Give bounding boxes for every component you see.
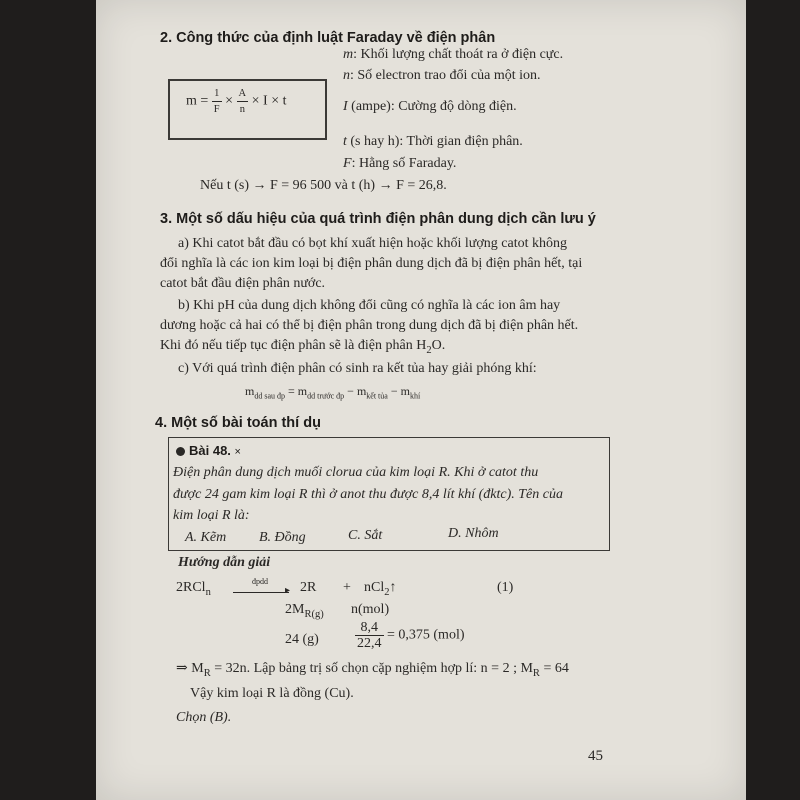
option-b: B. Đồng <box>259 530 306 545</box>
page-number: 45 <box>588 748 603 764</box>
choose-answer: Chọn (B). <box>176 710 232 725</box>
para-b-line1: b) Khi pH của dung dịch không đổi cũng có nghĩa là các ion âm hay <box>178 298 561 313</box>
problem-line1: Điện phân dung dịch muối clorua của kim loại R. Khi ở catot thu <box>173 465 539 480</box>
faraday-formula: m = $\frac{1}{F}$ × $\frac{A}{n}$ × I × t <box>186 88 287 115</box>
arrow-head-icon: ▸ <box>285 585 291 596</box>
reaction-product-2: nCl$_2$↑ <box>364 580 397 598</box>
reaction-row3-fraction: $\frac{8,4}{22,4}$ = 0,375 (mol) <box>357 620 465 651</box>
reaction-condition: đpdd <box>252 577 268 586</box>
reaction-arrow <box>233 592 289 593</box>
para-a-line2: đổi nghĩa là các ion kim loại bị điện phân dung dịch đã bị điện phân hết, tại <box>160 256 583 271</box>
option-a: A. Kẽm <box>185 530 227 545</box>
section-3-heading: 3. Một số dấu hiệu của quá trình điện phân dung dịch cần lưu ý <box>160 211 596 227</box>
problem-line2: được 24 gam kim loại R thì ở anot thu được 8,4 lít khí (đktc). Tên của <box>173 487 563 502</box>
guide-title: Hướng dẫn giải <box>178 555 271 570</box>
conclusion-line2: Vậy kim loại R là đồng (Cu). <box>190 686 354 701</box>
bullet-icon <box>176 447 185 456</box>
mass-equation: $m_{dd sau đp} = m_{dd trước đp} - m_{kết tủa} - m_{khí}$ <box>245 384 421 401</box>
reaction-number: (1) <box>497 580 514 595</box>
section-2-heading: 2. Công thức của định luật Faraday về điện phân <box>160 30 496 46</box>
option-d: D. Nhôm <box>448 526 499 541</box>
def-t: t (s hay h): Thời gian điện phân. <box>343 134 523 149</box>
def-m: m: Khối lượng chất thoát ra ở điện cực. <box>343 47 564 62</box>
reaction-lhs: 2RCl$_n$ <box>176 580 211 598</box>
def-f: F: Hằng số Faraday. <box>343 156 457 171</box>
para-b-line2: dương hoặc cả hai có thể bị điện phân trong dung dịch đã bị điện phân hết. <box>160 318 579 333</box>
para-a-line3: catot bắt đầu điện phân nước. <box>160 276 326 291</box>
reaction-plus: + <box>343 580 351 595</box>
para-c: c) Với quá trình điện phân có sinh ra kết tủa hay giải phóng khí: <box>178 361 537 376</box>
problem-line3: kim loại R là: <box>173 508 250 523</box>
problem-title: Bài 48. × <box>176 443 241 458</box>
para-b-line3: Khi đó nếu tiếp tục điện phân sẽ là điện phân $H_2O$. <box>160 338 446 356</box>
conclusion-line1: ⇒ $M_R = 32n$. Lập bảng trị số chọn cặp nghiệm hợp lí: n = 2 ; $M_R = 64$ <box>176 661 569 679</box>
option-c: C. Sắt <box>348 528 383 543</box>
reaction-product-1: 2R <box>300 580 317 595</box>
section-4-heading: 4. Một số bài toán thí dụ <box>155 415 321 431</box>
para-a-line1: a) Khi catot bắt đầu có bọt khí xuất hiện hoặc khối lượng catot không <box>178 236 568 251</box>
reaction-row3-a: 24 (g) <box>285 632 319 647</box>
def-n: n: Số electron trao đổi của một ion. <box>343 68 541 83</box>
faraday-note: Nếu t (s) → F = 96 500 và t (h) → F = 26,8. <box>200 178 447 193</box>
reaction-row2-a: $2M_{R(g)}$ <box>285 602 324 620</box>
reaction-row2-b: n(mol) <box>351 602 390 617</box>
def-i: I (ampe): Cường độ dòng điện. <box>343 99 517 114</box>
